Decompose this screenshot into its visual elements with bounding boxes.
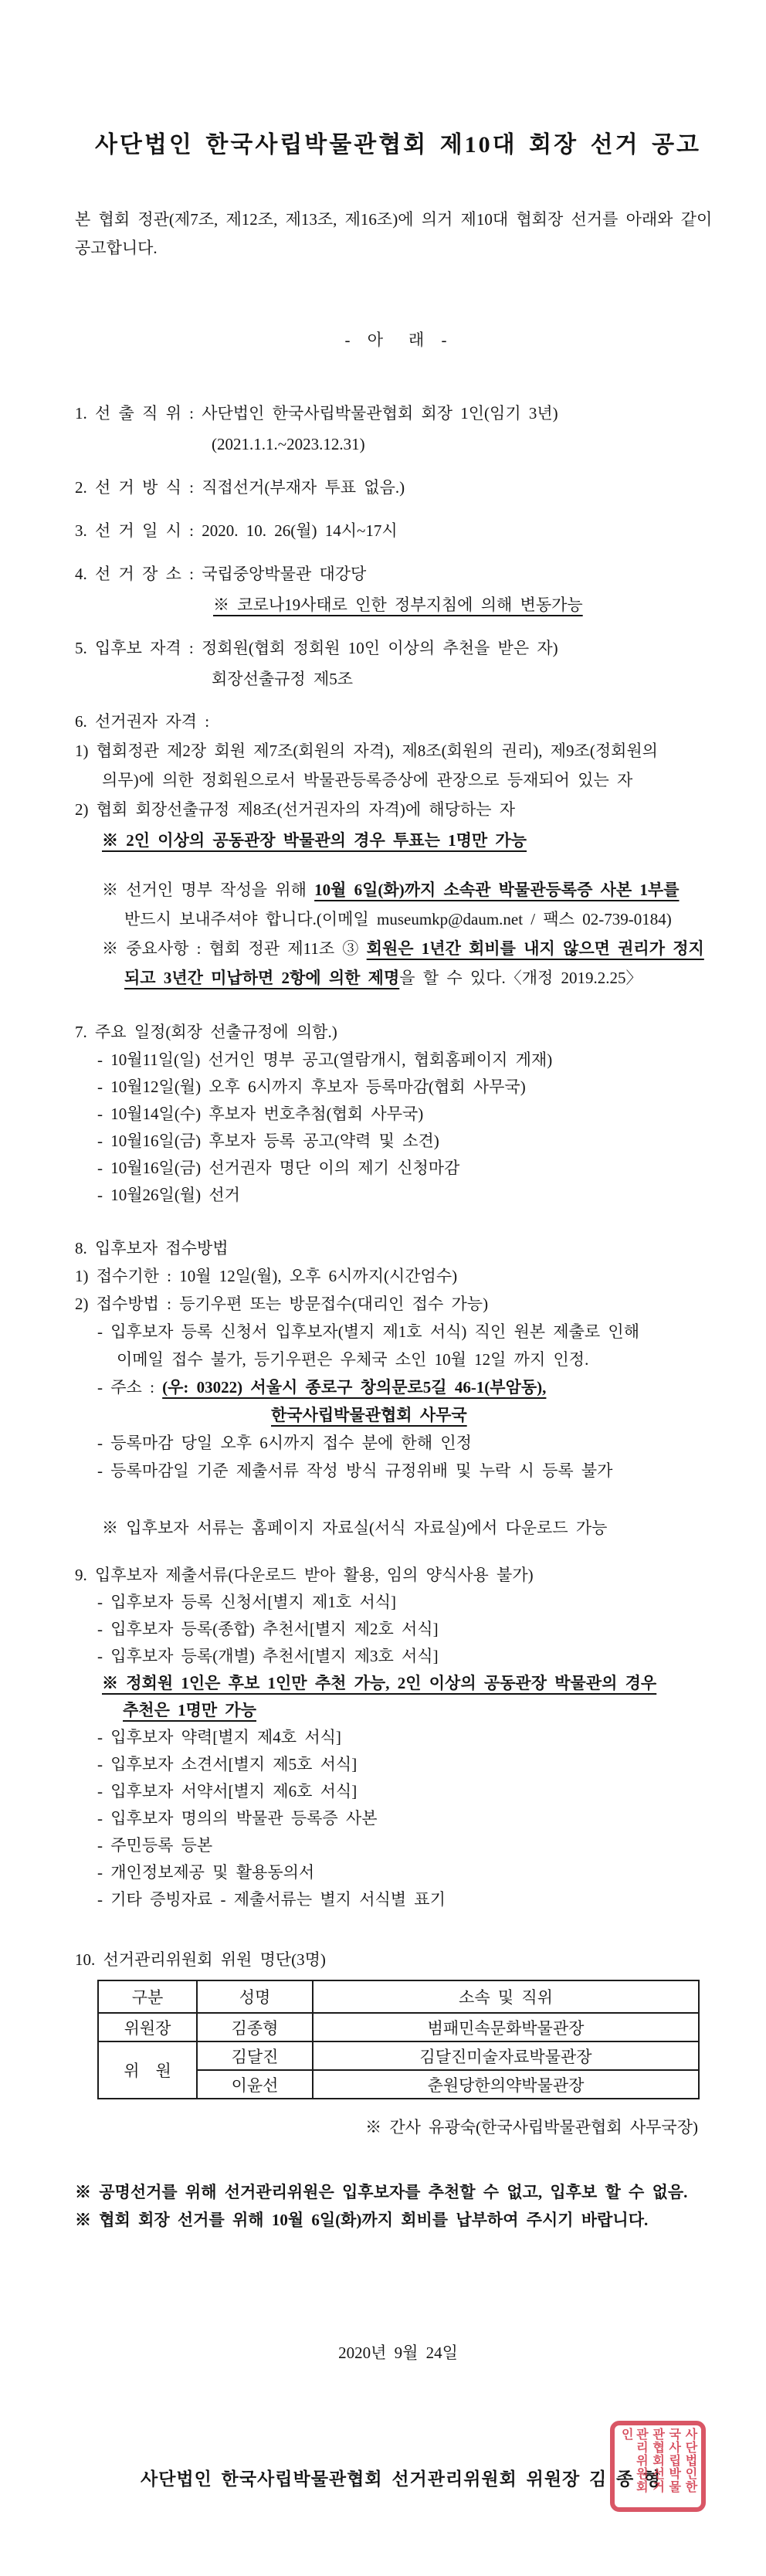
seal-column: 국사립박물 [666,2428,680,2493]
document-line: - 입후보자 등록(종합) 추천서[별지 제2호 서식] [97,1620,439,1638]
item-9-heading: 9. 입후보자 제출서류(다운로드 받아 활용, 임의 양식사용 불가) [75,1566,534,1584]
important-note-prefix: ※ 중요사항 : 협회 정관 제11조 ③ [102,939,367,958]
address-prefix: - 주소 : [97,1378,163,1397]
seal-column: 관협회선거 [650,2428,664,2493]
document-line: - 입후보자 등록 신청서[별지 제1호 서식] [97,1593,397,1611]
item-3-election-datetime: 3. 선 거 일 시 : 2020. 10. 26(월) 14시~17시 [75,521,398,540]
fair-election-note: ※ 공명선거를 위해 선거관리위원은 입후보자를 추천할 수 없고, 입후보 할 수 없음. [75,2183,688,2201]
cell-affiliation: 김달진미술자료박물관장 [313,2041,699,2070]
item-9-recommendation-note-line1: ※ 정회원 1인은 후보 1인만 추천 가능, 2인 이상의 공동관장 박물관의 경우 [102,1674,657,1692]
document-line: - 입후보자 약력[별지 제4호 서식] [97,1728,341,1746]
item-8-method: 2) 접수방법 : 등기우편 또는 방문접수(대리인 접수 가능) [75,1295,489,1313]
item-8-address [97,1373,721,1401]
item-6-voter-eligibility [75,707,721,993]
item-6-important-note-line2 [124,963,721,993]
item-8-dash1-line2: 이메일 접수 불가, 등기우편은 우체국 소인 10월 12일 까지 인정. [117,1350,589,1369]
secretary-note: ※ 간사 유광숙(한국사립박물관협회 사무국장) [365,2118,698,2136]
item-8-heading: 8. 입후보자 접수방법 [75,1239,229,1257]
item-6-registry-note-line2: 반드시 보내주셔야 합니다.(이메일 museumkp@daum.net / 팩스 02-739-0184) [124,910,672,928]
schedule-line: - 10월12일(월) 오후 6시까지 후보자 등록마감(협회 사무국) [97,1078,526,1096]
signature-line: 사단법인 한국사립박물관협회 선거관리위원회 위원장 김 종 형 [141,2469,662,2489]
committee-table [97,1980,700,2099]
doc-title: 사단법인 한국사립박물관협회 제10대 회장 선거 공고 [94,132,702,158]
item-6-heading: 6. 선거권자 자격 : [75,712,210,731]
intro-paragraph: 본 협회 정관(제7조, 제12조, 제13조, 제16조)에 의거 제10대 협회장 선거를 아래와 같이 공고합니다. [75,210,713,257]
document-line: - 입후보자 서약서[별지 제6호 서식] [97,1782,358,1800]
divider-a-rae: - 아 래 - [344,331,452,349]
cell-name: 김달진 [197,2041,313,2070]
item-4-line1: 4. 선 거 장 소 : 국립중앙박물관 대강당 [75,565,367,583]
document-line: - 주민등록 등본 [97,1836,213,1855]
item-8-application-method [75,1234,721,1542]
cell-affiliation: 범패민속문화박물관장 [313,2013,699,2041]
item-10-committee-roster [75,1946,721,2141]
item-1-elected-position [75,398,721,460]
seal-column: 사단법인한 [683,2428,697,2493]
item-6-joint-director-note: ※ 2인 이상의 공동관장 박물관의 경우 투표는 1명만 가능 [102,831,527,850]
item-6-sub1-line1: 1) 협회정관 제2장 회원 제7조(회원의 자격), 제8조(회원의 권리), 제9조(정회원의 [75,742,658,760]
item-10-heading: 10. 선거관리위원회 위원 명단(3명) [75,1950,326,1969]
item-9-recommendation-note-line2: 추천은 1명만 가능 [123,1701,257,1719]
seal-column: 관리위원회인 [619,2428,648,2493]
schedule-line: - 10월14일(수) 후보자 번호추첨(협회 사무국) [97,1105,424,1123]
item-6-important-note [102,934,721,963]
document-line: - 개인정보제공 및 활용동의서 [97,1863,315,1882]
cell-affiliation: 춘원당한의약박물관장 [313,2070,699,2099]
schedule-line: - 10월26일(월) 선거 [97,1186,240,1204]
important-note-suffix: 을 할 수 있다.〈개정 2019.2.25〉 [399,969,642,987]
cell-role: 위 원 [98,2041,197,2099]
document-line: - 입후보자 소견서[별지 제5호 서식] [97,1755,358,1773]
item-7-schedule [75,1017,721,1209]
cell-name: 김종형 [197,2013,313,2041]
cell-name: 이윤선 [197,2070,313,2099]
item-8-dash4: - 등록마감일 기준 제출서류 작성 방식 규정위배 및 누락 시 등록 불가 [97,1461,613,1480]
item-5-regulation: 회장선출규정 제5조 [212,670,354,688]
item-8-dash1-line1: - 입후보자 등록 신청서 입후보자(별지 제1호 서식) 직인 원본 제출로 인해 [97,1322,639,1341]
item-8-deadline: 1) 접수기한 : 10월 12일(월), 오후 6시까지(시간엄수) [75,1267,458,1285]
item-4-covid-note: ※ 코로나19사태로 인한 정부지침에 의해 변동가능 [213,596,583,614]
header-name: 성명 [197,1980,313,2013]
footer-notes [75,2178,721,2234]
item-6-sub1-line2: 의무)에 의한 정회원으로서 박물관등록증상에 관장으로 등재되어 있는 자 [102,771,633,789]
item-6-registry-note [102,875,721,904]
item-8-download-note: ※ 입후보자 서류는 홈페이지 자료실(서식 자료실)에서 다운로드 가능 [102,1519,608,1537]
item-5-candidate-eligibility [75,633,721,694]
item-1-term: (2021.1.1.~2023.12.31) [212,435,365,453]
header-category: 구분 [98,1980,197,2013]
address-emphasis: (우: 03022) 서울시 종로구 창의문로5길 46-1(부암동), [162,1378,547,1397]
item-1-line1: 1. 선 출 직 위 : 사단법인 한국사립박물관협회 회장 1인(임기 3년) [75,404,558,423]
registry-note-prefix: ※ 선거인 명부 작성을 위해 [102,881,315,899]
table-header-row [98,1980,699,2013]
announcement-date: 2020년 9월 24일 [338,2344,458,2362]
item-8-dash3: - 등록마감 당일 오후 6시까지 접수 분에 한해 인정 [97,1434,472,1452]
membership-fee-note: ※ 협회 회장 선거를 위해 10월 6일(화)까지 회비를 납부하여 주시기 바랍니다. [75,2211,649,2229]
important-note-emphasis2: 되고 3년간 미납하면 2항에 의한 제명 [124,969,400,987]
table-row [98,2013,699,2041]
item-7-heading: 7. 주요 일정(회장 선출규정에 의함.) [75,1023,337,1041]
registry-note-deadline: 10월 6일(화)까지 소속관 박물관등록증 사본 1부를 [314,881,680,899]
schedule-line: - 10월16일(금) 선거권자 명단 이의 제기 신청마감 [97,1159,460,1177]
schedule-line: - 10월11일(일) 선거인 명부 공고(열람개시, 협회홈페이지 게재) [97,1050,553,1069]
header-affiliation: 소속 및 직위 [313,1980,699,2013]
item-5-line1: 5. 입후보 자격 : 정회원(협회 정회원 10인 이상의 추천을 받은 자) [75,639,558,657]
document-line: - 입후보자 명의의 박물관 등록증 사본 [97,1809,378,1828]
item-6-sub2: 2) 협회 회장선출규정 제8조(선거권자의 자격)에 해당하는 자 [75,800,516,819]
table-row [98,2041,699,2070]
item-2-election-method: 2. 선 거 방 식 : 직접선거(부재자 투표 없음.) [75,478,405,497]
cell-role: 위원장 [98,2013,197,2041]
item-4-election-venue [75,558,721,620]
item-9-required-documents [75,1561,721,1913]
official-seal-stamp [610,2421,706,2512]
document-line: - 기타 증빙자료 - 제출서류는 별지 서식별 표기 [97,1890,446,1909]
schedule-line: - 10월16일(금) 후보자 등록 공고(약력 및 소견) [97,1132,439,1150]
important-note-emphasis1: 회원은 1년간 회비를 내지 않으면 권리가 정지 [366,939,704,958]
document-line: - 입후보자 등록(개별) 추천서[별지 제3호 서식] [97,1647,439,1665]
item-8-address-line2: 한국사립박물관협회 사무국 [271,1406,467,1424]
